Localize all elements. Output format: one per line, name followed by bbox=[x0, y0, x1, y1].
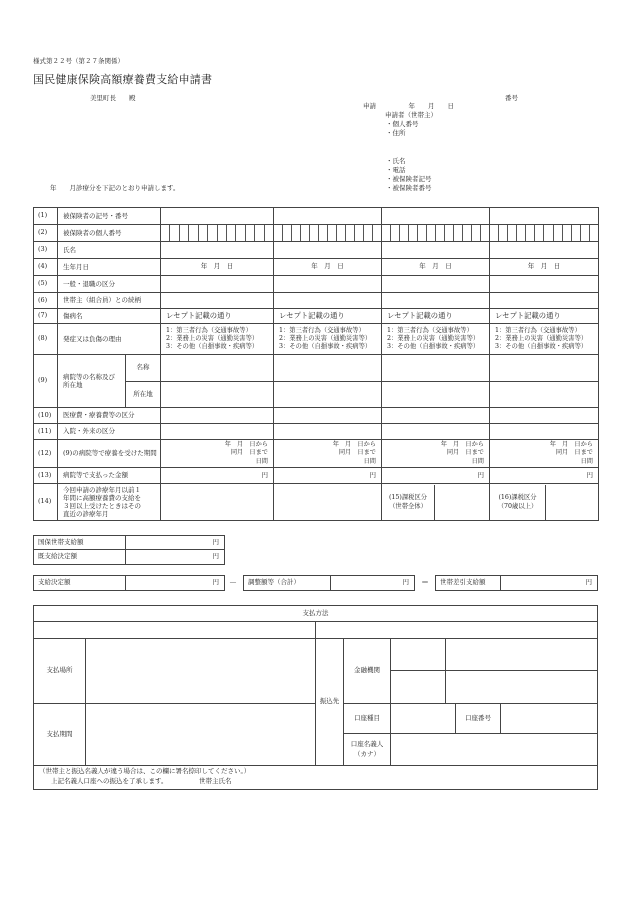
row-number: (8) bbox=[34, 324, 58, 355]
digit-box[interactable] bbox=[463, 225, 472, 241]
row-number: (5) bbox=[34, 276, 58, 293]
digit-grid bbox=[382, 225, 489, 241]
hospital-address-label: 所在地 bbox=[126, 382, 161, 408]
row-amount-paid bbox=[34, 468, 599, 484]
form-number: 様式第２２号（第２７条関係） bbox=[33, 57, 124, 65]
row-number: (10) bbox=[34, 408, 58, 424]
payment-method-section bbox=[33, 605, 598, 790]
hospital-address-field[interactable] bbox=[490, 382, 599, 408]
row-number: (3) bbox=[34, 242, 58, 259]
account-holder-label bbox=[344, 734, 391, 766]
applicant-phone-label: ・電話 bbox=[386, 166, 406, 174]
tax-class-household-label bbox=[382, 485, 435, 520]
digit-box[interactable] bbox=[535, 225, 544, 241]
tax-class-70-title: (16)課税区分 bbox=[498, 493, 537, 501]
digit-box[interactable] bbox=[427, 225, 436, 241]
hospital-name-field[interactable] bbox=[382, 355, 490, 382]
reason-option-2: 2：業務上の災害（通勤災害等） bbox=[387, 334, 480, 342]
digit-box[interactable] bbox=[255, 225, 264, 241]
digit-box[interactable] bbox=[292, 225, 301, 241]
tax-class-household-split bbox=[382, 485, 489, 520]
digit-box[interactable] bbox=[227, 225, 236, 241]
payment-place-field[interactable] bbox=[86, 639, 316, 704]
treatment-period-field[interactable] bbox=[161, 440, 274, 468]
digit-grid bbox=[490, 225, 598, 241]
row-number: (13) bbox=[34, 468, 58, 484]
payment-method-heading: 支払方法 bbox=[34, 606, 597, 622]
tax-class-70-split bbox=[490, 485, 598, 520]
inpatient-field[interactable] bbox=[490, 424, 599, 440]
application-statement: 年 月診療分を下記のとおり申請します。 bbox=[50, 184, 180, 192]
applicant-name-label: ・氏名 bbox=[386, 157, 406, 165]
branch-field[interactable] bbox=[446, 671, 597, 704]
row-number: (12) bbox=[34, 440, 58, 468]
account-type-label: 口座種目 bbox=[344, 704, 391, 734]
yen-unit: 円 bbox=[212, 578, 219, 587]
individual-number-field bbox=[382, 225, 490, 242]
category-field[interactable] bbox=[274, 276, 382, 293]
row-label: 被保険者の個人番号 bbox=[58, 225, 161, 242]
applicant-insured-number-label: ・被保険者番号 bbox=[386, 184, 432, 192]
row-injury-reason bbox=[34, 324, 599, 355]
treatment-period-field[interactable] bbox=[274, 440, 382, 468]
tax-class-70-field[interactable] bbox=[546, 485, 598, 520]
digit-box[interactable] bbox=[337, 225, 346, 241]
tax-class-household-title: (15)課税区分 bbox=[388, 493, 428, 501]
yen-unit: 円 bbox=[585, 578, 592, 587]
reason-option-3: 3：その他（自損事故・疾病等） bbox=[166, 343, 259, 351]
row-inpatient-outpatient bbox=[34, 424, 599, 440]
digit-box[interactable] bbox=[236, 225, 245, 241]
digit-box[interactable] bbox=[364, 225, 373, 241]
disease-name-field[interactable]: レセプト記載の通り bbox=[382, 309, 490, 324]
household-payment-label: 国保世帯支給額 bbox=[34, 536, 126, 549]
digit-box[interactable] bbox=[400, 225, 409, 241]
digit-box[interactable] bbox=[563, 225, 572, 241]
account-holder-title: 口座名義人 bbox=[350, 740, 384, 749]
category-field[interactable] bbox=[382, 276, 490, 293]
already-decided-field[interactable] bbox=[126, 550, 224, 564]
row-general-retired bbox=[34, 276, 599, 293]
period-from: 年 月 日から bbox=[224, 441, 268, 449]
equals-sign: ＝ bbox=[421, 578, 429, 587]
applicant-heading: 申請者（世帯主） bbox=[385, 111, 437, 119]
cost-type-field[interactable] bbox=[161, 408, 274, 424]
tax-class-70-sub: （70歳以上） bbox=[497, 503, 538, 510]
yen-unit: 円 bbox=[212, 552, 219, 561]
inpatient-field[interactable] bbox=[161, 424, 274, 440]
tax-class-70-label bbox=[490, 485, 546, 520]
period-days: 日間 bbox=[471, 457, 484, 465]
period-to: 同月 日まで bbox=[555, 449, 593, 457]
householder-name-label: 世帯主氏名 bbox=[199, 777, 232, 785]
cost-type-field[interactable] bbox=[382, 408, 490, 424]
hospital-name-label: 名称 bbox=[126, 355, 161, 382]
applicant-address-label: ・住所 bbox=[386, 129, 406, 137]
reason-option-3: 3：その他（自損事故・疾病等） bbox=[387, 343, 480, 351]
digit-box[interactable] bbox=[319, 225, 328, 241]
reason-option-1: 1：第三者行為（交通事故等） bbox=[387, 326, 473, 334]
digit-box[interactable] bbox=[180, 225, 189, 241]
account-holder-field[interactable] bbox=[391, 734, 597, 766]
amount-paid-field[interactable]: 円 bbox=[274, 468, 382, 484]
reason-option-2: 2：業務上の災害（通勤災害等） bbox=[166, 334, 259, 342]
decided-amount-field[interactable] bbox=[126, 576, 224, 590]
amount-paid-field[interactable]: 円 bbox=[161, 468, 274, 484]
injury-reason-field[interactable] bbox=[161, 324, 274, 355]
row-number: (4) bbox=[34, 259, 58, 276]
name-field[interactable] bbox=[490, 242, 599, 259]
digit-box[interactable] bbox=[373, 225, 381, 241]
digit-box[interactable] bbox=[170, 225, 179, 241]
digit-box[interactable] bbox=[544, 225, 553, 241]
period-from: 年 月 日から bbox=[549, 441, 593, 449]
digit-box[interactable] bbox=[161, 225, 170, 241]
row-label: 被保険者の記号・番号 bbox=[58, 208, 161, 225]
digit-box[interactable] bbox=[499, 225, 508, 241]
row-hospital-name bbox=[34, 355, 599, 382]
digit-box[interactable] bbox=[301, 225, 310, 241]
adjustment-label: 調整額等（合計） bbox=[244, 576, 331, 590]
digit-box[interactable] bbox=[590, 225, 598, 241]
net-payment-box bbox=[435, 575, 598, 591]
payment-period-field[interactable] bbox=[86, 704, 316, 766]
decided-amount-label: 支給決定額 bbox=[34, 576, 126, 590]
digit-box[interactable] bbox=[445, 225, 454, 241]
household-payment-row bbox=[34, 536, 224, 550]
net-payment-field[interactable] bbox=[501, 576, 597, 590]
payment-method-field-right[interactable] bbox=[316, 622, 597, 639]
digit-box[interactable] bbox=[382, 225, 391, 241]
number-label: 番号 bbox=[505, 94, 518, 102]
digit-box[interactable] bbox=[436, 225, 445, 241]
row-recent-treatment-month bbox=[34, 484, 599, 521]
row-label: 氏名 bbox=[58, 242, 161, 259]
row-treatment-period bbox=[34, 440, 599, 468]
amount-paid-field[interactable]: 円 bbox=[490, 468, 599, 484]
hospital-address-field[interactable] bbox=[274, 382, 382, 408]
hospital-address-field[interactable] bbox=[161, 382, 274, 408]
symbol-number-field[interactable] bbox=[274, 208, 382, 225]
account-number-field[interactable] bbox=[501, 704, 597, 734]
digit-box[interactable] bbox=[409, 225, 418, 241]
relationship-field[interactable] bbox=[490, 293, 599, 309]
reason-option-3: 3：その他（自損事故・疾病等） bbox=[279, 343, 372, 351]
name-field[interactable] bbox=[382, 242, 490, 259]
individual-number-field bbox=[161, 225, 274, 242]
digit-box[interactable] bbox=[391, 225, 400, 241]
row-label: 入院・外来の区分 bbox=[58, 424, 161, 440]
payment-method-field-left[interactable] bbox=[34, 622, 316, 639]
household-payment-box bbox=[33, 535, 225, 565]
disease-name-field[interactable]: レセプト記載の通り bbox=[161, 309, 274, 324]
bank-field[interactable] bbox=[391, 639, 446, 671]
applicant-insured-symbol-label: ・被保険者記号 bbox=[386, 175, 432, 183]
hospital-address-field[interactable] bbox=[382, 382, 490, 408]
addressee: 美里町長 殿 bbox=[90, 94, 136, 102]
digit-box[interactable] bbox=[199, 225, 208, 241]
already-decided-row bbox=[34, 550, 224, 564]
digit-box[interactable] bbox=[218, 225, 227, 241]
digit-box[interactable] bbox=[246, 225, 255, 241]
row-label: 今回申請の診療年月以前１年間に高額療養費の支給を３回以上受けたときはその直近の診療年月 bbox=[58, 484, 161, 521]
digit-box[interactable] bbox=[572, 225, 581, 241]
digit-box[interactable] bbox=[355, 225, 364, 241]
row-number: (11) bbox=[34, 424, 58, 440]
period-from: 年 月 日から bbox=[440, 441, 484, 449]
tax-class-household-field[interactable] bbox=[435, 485, 489, 520]
digit-box[interactable] bbox=[208, 225, 217, 241]
hospital-name-field[interactable] bbox=[490, 355, 599, 382]
row-individual-number bbox=[34, 225, 599, 242]
decided-amount-box bbox=[33, 575, 225, 591]
row-label: 病院等の名称及び所在地 bbox=[58, 355, 126, 408]
digit-grid bbox=[161, 225, 273, 241]
recent-month-field[interactable] bbox=[274, 484, 382, 521]
individual-number-field bbox=[490, 225, 599, 242]
row-label: 世帯主（組合員）との続柄 bbox=[58, 293, 161, 309]
relationship-field[interactable] bbox=[274, 293, 382, 309]
payment-place-label: 支払場所 bbox=[34, 639, 86, 704]
reason-option-2: 2：業務上の災害（通勤災害等） bbox=[279, 334, 372, 342]
birth-date-field[interactable]: 年 月 日 bbox=[490, 259, 599, 276]
adjustment-box bbox=[243, 575, 415, 591]
treatment-period-field[interactable] bbox=[490, 440, 599, 468]
reason-option-1: 1：第三者行為（交通事故等） bbox=[495, 326, 581, 334]
household-payment-field[interactable] bbox=[126, 536, 224, 549]
yen-unit: 円 bbox=[402, 578, 409, 587]
row-label: 発症又は負傷の理由 bbox=[58, 324, 161, 355]
row-name bbox=[34, 242, 599, 259]
symbol-number-field[interactable] bbox=[490, 208, 599, 225]
digit-box[interactable] bbox=[554, 225, 563, 241]
reason-option-1: 1：第三者行為（交通事故等） bbox=[279, 326, 365, 334]
inpatient-field[interactable] bbox=[274, 424, 382, 440]
row-number: (1) bbox=[34, 208, 58, 225]
recent-month-field[interactable] bbox=[161, 484, 274, 521]
row-label: 医療費・療養費等の区分 bbox=[58, 408, 161, 424]
row-label: 病院等で支払った金額 bbox=[58, 468, 161, 484]
period-to: 同月 日まで bbox=[230, 449, 268, 457]
period-days: 日間 bbox=[255, 457, 268, 465]
disease-name-field[interactable]: レセプト記載の通り bbox=[274, 309, 382, 324]
reason-option-3: 3：その他（自損事故・疾病等） bbox=[495, 343, 588, 351]
digit-box[interactable] bbox=[189, 225, 198, 241]
digit-box[interactable] bbox=[454, 225, 463, 241]
digit-box[interactable] bbox=[310, 225, 319, 241]
application-table bbox=[33, 207, 599, 521]
individual-number-field bbox=[274, 225, 382, 242]
treatment-period-field[interactable] bbox=[382, 440, 490, 468]
net-payment-label: 世帯差引支給額 bbox=[436, 576, 501, 590]
form-title: 国民健康保険高額療養費支給申請書 bbox=[33, 73, 213, 86]
account-type-field[interactable] bbox=[391, 704, 456, 734]
category-field[interactable] bbox=[161, 276, 274, 293]
payment-period-label: 支払期間 bbox=[34, 704, 86, 766]
digit-box[interactable] bbox=[346, 225, 355, 241]
symbol-number-field[interactable] bbox=[382, 208, 490, 225]
reason-option-1: 1：第三者行為（交通事故等） bbox=[166, 326, 252, 334]
digit-box[interactable] bbox=[526, 225, 535, 241]
birth-date-field[interactable]: 年 月 日 bbox=[161, 259, 274, 276]
relationship-field[interactable] bbox=[382, 293, 490, 309]
digit-box[interactable] bbox=[481, 225, 489, 241]
bank-field[interactable] bbox=[446, 639, 597, 671]
yen-unit: 円 bbox=[212, 537, 219, 546]
reason-option-2: 2：業務上の災害（通勤災害等） bbox=[495, 334, 588, 342]
period-to: 同月 日まで bbox=[446, 449, 484, 457]
cost-type-field[interactable] bbox=[490, 408, 599, 424]
tax-class-70-cell bbox=[490, 484, 599, 521]
row-number: (14) bbox=[34, 484, 58, 521]
digit-box[interactable] bbox=[490, 225, 499, 241]
symbol-number-field[interactable] bbox=[161, 208, 274, 225]
digit-box[interactable] bbox=[472, 225, 481, 241]
hospital-name-field[interactable] bbox=[161, 355, 274, 382]
digit-grid bbox=[274, 225, 381, 241]
digit-box[interactable] bbox=[265, 225, 273, 241]
row-number: (7) bbox=[34, 309, 58, 324]
tax-class-household-cell bbox=[382, 484, 490, 521]
period-days: 日間 bbox=[363, 457, 376, 465]
account-number-label: 口座番号 bbox=[456, 704, 501, 734]
minus-sign: － bbox=[229, 578, 237, 587]
bank-label: 金融機関 bbox=[344, 639, 391, 704]
name-field[interactable] bbox=[161, 242, 274, 259]
birth-date-field[interactable]: 年 月 日 bbox=[382, 259, 490, 276]
row-medical-cost-type bbox=[34, 408, 599, 424]
transfer-consent: 上記名義人口座への振込を了承します。 bbox=[51, 777, 168, 785]
injury-reason-field[interactable] bbox=[274, 324, 382, 355]
digit-box[interactable] bbox=[274, 225, 283, 241]
tax-class-household-sub: （世帯全体） bbox=[389, 503, 427, 510]
row-label: 生年月日 bbox=[58, 259, 161, 276]
row-number: (2) bbox=[34, 225, 58, 242]
period-from: 年 月 日から bbox=[332, 441, 376, 449]
row-number: (6) bbox=[34, 293, 58, 309]
digit-box[interactable] bbox=[418, 225, 427, 241]
digit-box[interactable] bbox=[517, 225, 526, 241]
account-holder-kana: （カナ） bbox=[354, 749, 380, 758]
signature-note: （世帯主と振込名義人が違う場合は、この欄に署名捺印してください。） bbox=[39, 767, 251, 775]
name-field[interactable] bbox=[274, 242, 382, 259]
digit-box[interactable] bbox=[508, 225, 517, 241]
row-number: (9) bbox=[34, 355, 58, 408]
birth-date-field[interactable]: 年 月 日 bbox=[274, 259, 382, 276]
digit-box[interactable] bbox=[581, 225, 590, 241]
row-birth-date bbox=[34, 259, 599, 276]
applicant-individual-number-label: ・個人番号 bbox=[386, 120, 419, 128]
transfer-destination-label: 振込先 bbox=[316, 639, 344, 766]
branch-field[interactable] bbox=[391, 671, 446, 704]
inpatient-field[interactable] bbox=[382, 424, 490, 440]
injury-reason-field[interactable] bbox=[490, 324, 599, 355]
amount-paid-field[interactable]: 円 bbox=[382, 468, 490, 484]
period-days: 日間 bbox=[580, 457, 593, 465]
row-relationship bbox=[34, 293, 599, 309]
disease-name-field[interactable]: レセプト記載の通り bbox=[490, 309, 599, 324]
row-disease-name bbox=[34, 309, 599, 324]
adjustment-field[interactable] bbox=[331, 576, 414, 590]
cost-type-field[interactable] bbox=[274, 408, 382, 424]
row-label: 傷病名 bbox=[58, 309, 161, 324]
hospital-name-field[interactable] bbox=[274, 355, 382, 382]
injury-reason-field[interactable] bbox=[382, 324, 490, 355]
application-date: 申請 年 月 日 bbox=[363, 102, 454, 110]
row-label: 一般・退職の区分 bbox=[58, 276, 161, 293]
row-label: (9)の病院等で療養を受けた期間 bbox=[58, 440, 161, 468]
digit-box[interactable] bbox=[283, 225, 292, 241]
row-insured-symbol-number bbox=[34, 208, 599, 225]
digit-box[interactable] bbox=[328, 225, 337, 241]
period-to: 同月 日まで bbox=[338, 449, 376, 457]
already-decided-label: 既支給決定額 bbox=[34, 550, 126, 564]
category-field[interactable] bbox=[490, 276, 599, 293]
relationship-field[interactable] bbox=[161, 293, 274, 309]
